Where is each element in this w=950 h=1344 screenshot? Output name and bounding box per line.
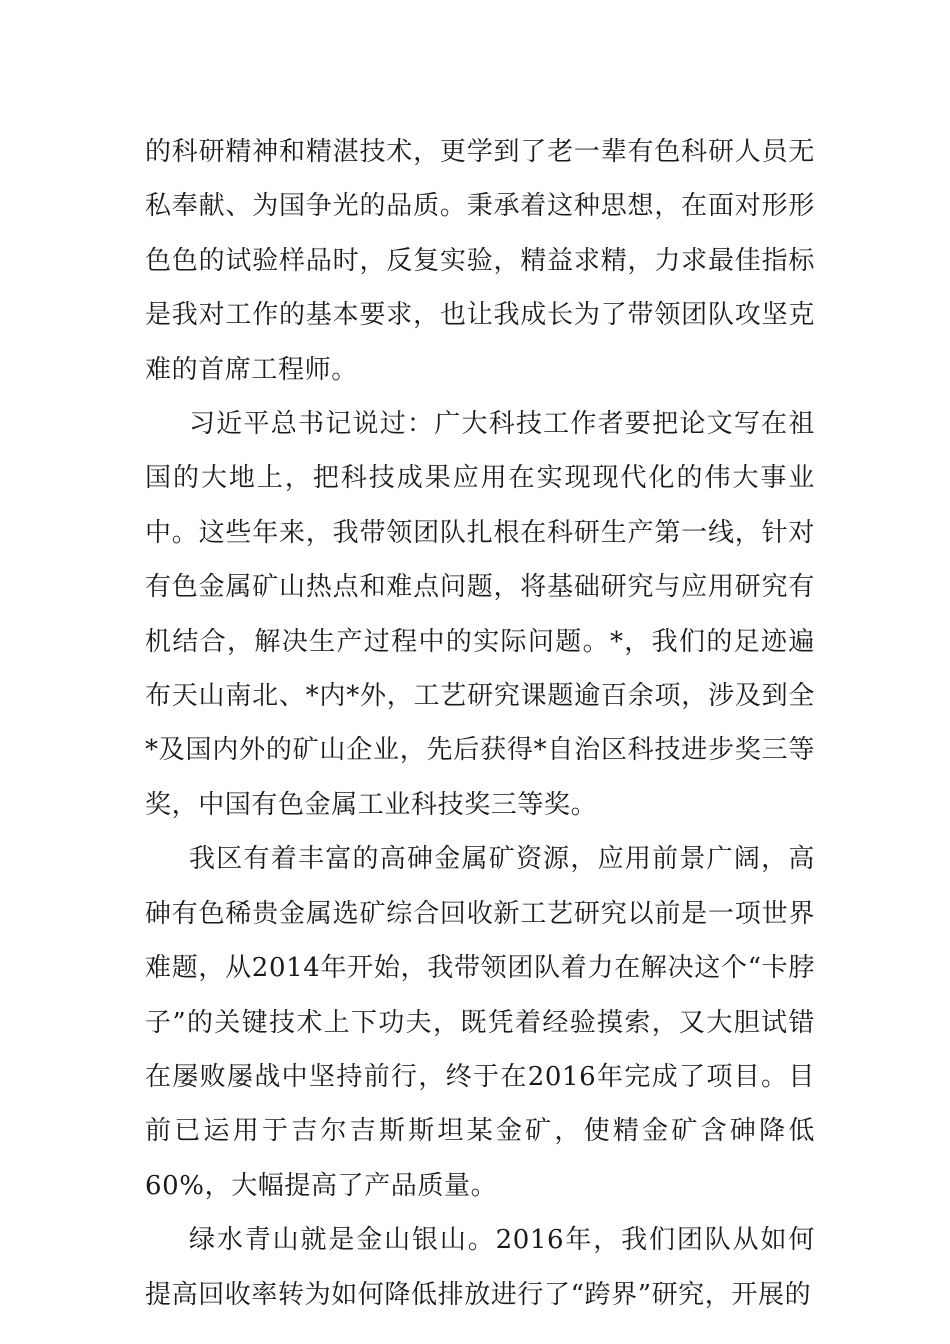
paragraph-3: 我区有着丰富的高砷金属矿资源，应用前景广阔，高砷有色稀贵金属选矿综合回收新工艺研究以前是一项世界难题，从2014年开始，我带领团队着力在解决这个“卡脖子”的关键技术上下功夫，既凭着经验摸索，又大胆试错在屡败屡战中坚持前行，终于在2016年完成了项目。目前已运用于吉尔吉斯斯坦某金矿，使精金矿含砷降低60%，大幅提高了产品质量。: [145, 844, 815, 1201]
document-body: [145, 125, 815, 1322]
paragraph-1: 的科研精神和精湛技术，更学到了老一辈有色科研人员无私奉献、为国争光的品质。秉承着这种思想，在面对形形色色的试验样品时，反复实验，精益求精，力求最佳指标是我对工作的基本要求，也让我成长为了带领团队攻坚克难的首席工程师。: [145, 137, 815, 385]
paragraph-2: 习近平总书记说过：广大科技工作者要把论文写在祖国的大地上，把科技成果应用在实现现代化的伟大事业中。这些年来，我带领团队扎根在科研生产第一线，针对有色金属矿山热点和难点问题，将基础研究与应用研究有机结合，解决生产过程中的实际问题。*，我们的足迹遍布天山南北、*内*外，工艺研究课题逾百余项，涉及到全*及国内外的矿山企业，先后获得*自治区科技进步奖三等奖，中国有色金属工业科技奖三等奖。: [145, 409, 815, 820]
paragraph-4: 绿水青山就是金山银山。2016年，我们团队从如何提高回收率转为如何降低排放进行了“跨界”研究，开展的: [145, 1225, 815, 1310]
